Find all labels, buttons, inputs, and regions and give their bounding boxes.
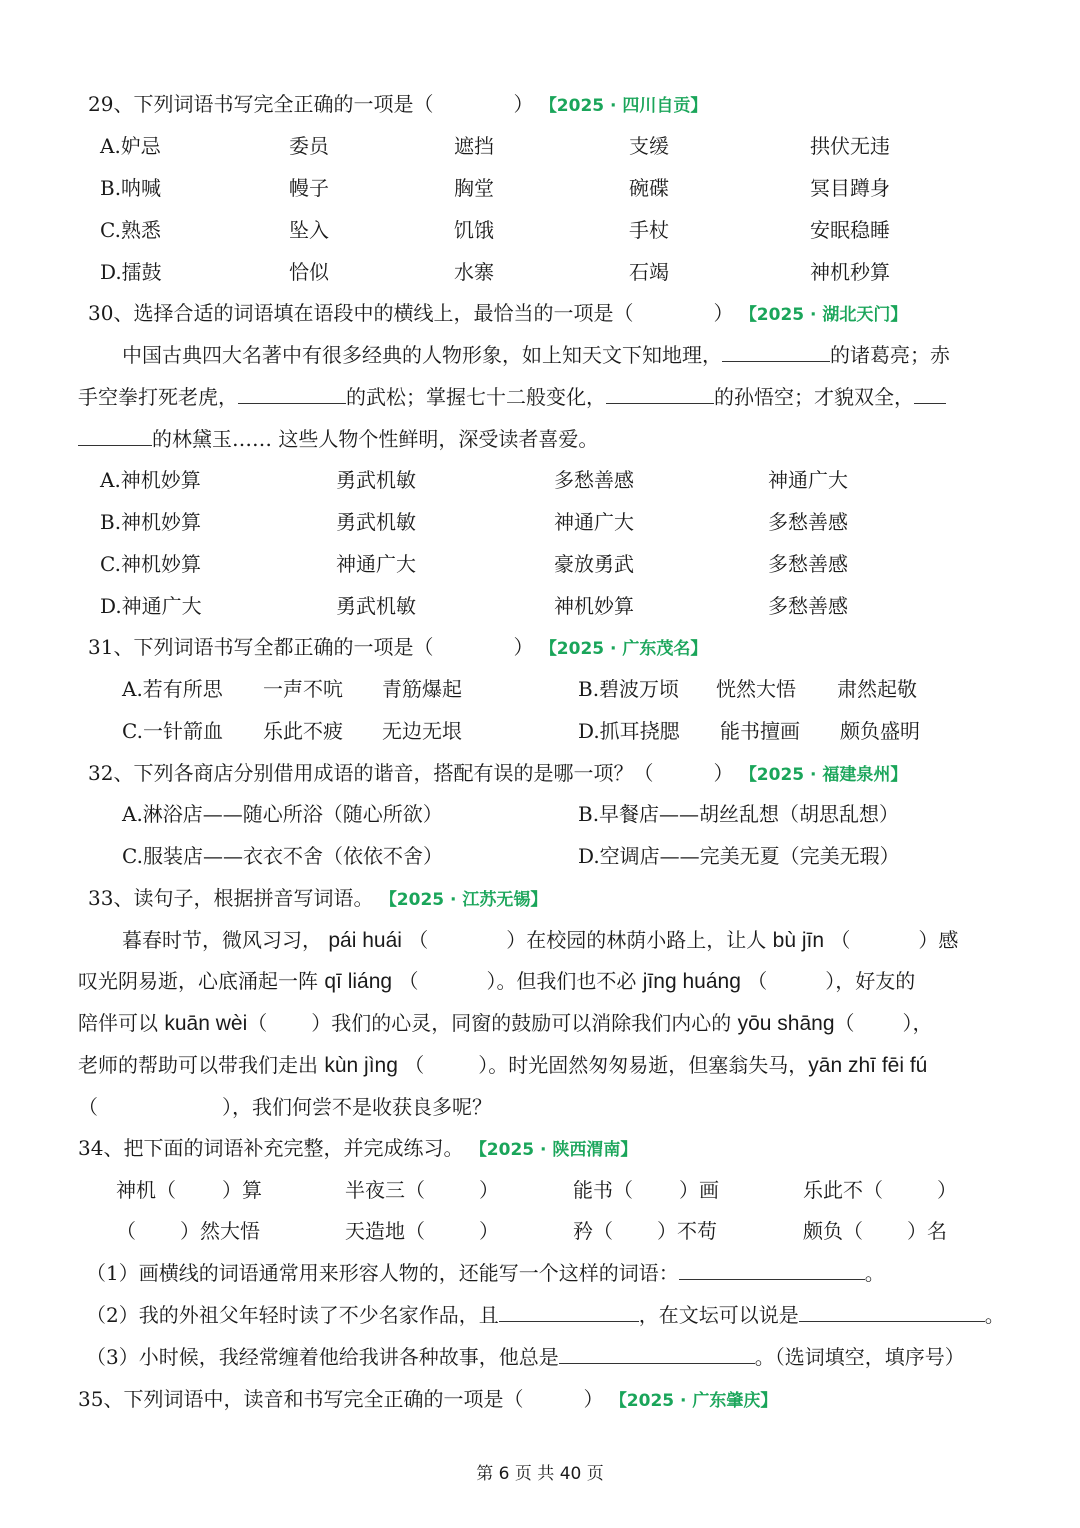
idiom-item: 半夜三（ ） [345, 1178, 499, 1202]
q33-line-3 [78, 1010, 933, 1037]
q31-option: 能书擅画 [720, 719, 800, 743]
q29-option: B.呐喊 [100, 176, 162, 200]
passage-text: 的诸葛亮；赤 [830, 343, 950, 367]
answer-paren[interactable]: （ ） [78, 1095, 232, 1119]
q30-option: 多愁善感 [554, 468, 634, 492]
passage-text: 我们的心灵，同窗的鼓励可以消除我们内心的 [331, 1011, 732, 1035]
passage-text: 。 [984, 1303, 1005, 1327]
q29-option: 委员 [289, 134, 329, 158]
q29-option: 冥目蹲身 [810, 176, 890, 200]
answer-paren[interactable]: （ ） [404, 1053, 489, 1077]
q30-option: 神通广大 [554, 510, 634, 534]
q29-option: 坠入 [289, 218, 329, 242]
passage-text: 暮春时节，微风习习， [122, 928, 322, 952]
passage-text: （2）我的外祖父年轻时读了不少名家作品，且 [86, 1303, 499, 1327]
idiom-item: 天造地（ ） [345, 1219, 499, 1243]
q30-source-tag: 【2025 · 湖北天门】 [739, 305, 908, 325]
q32-source-tag: 【2025 · 福建泉州】 [739, 765, 908, 785]
q33-line-4 [78, 1052, 927, 1079]
q34-stem: 34、把下面的词语补充完整，并完成练习。 [78, 1136, 464, 1160]
answer-paren[interactable]: （ ） [830, 928, 939, 952]
idiom-item: 神机（ ）算 [116, 1178, 262, 1202]
passage-text: 的孙悟空；才貌双全， [714, 385, 914, 409]
q31-option: B.碧波万顷 [578, 677, 680, 701]
pinyin: yōu shāng [737, 1012, 835, 1035]
passage-text: （1）画横线的词语通常用来形容人物的，还能写一个这样的词语： [86, 1261, 679, 1285]
q33-source-tag: 【2025 · 江苏无锡】 [379, 890, 548, 910]
q29-option: 安眠稳睡 [810, 218, 890, 242]
q30-option: C.神机妙算 [100, 552, 201, 576]
passage-text: 在校园的林荫小路上，让人 [526, 928, 767, 952]
passage-text: 感 [938, 928, 959, 952]
pinyin: qī liáng [324, 970, 393, 993]
passage-text: 的武松；掌握七十二般变化， [346, 385, 606, 409]
q29-option: 支缓 [629, 134, 669, 158]
idiom-item: （ ）然大悟 [116, 1219, 260, 1243]
q29-option: 手杖 [629, 218, 669, 242]
q30-option: 神通广大 [768, 468, 848, 492]
q30-option: 勇武机敏 [336, 510, 416, 534]
q29-option: 水寨 [454, 260, 494, 284]
q33-line-2 [78, 968, 915, 995]
q30-passage-line-3 [78, 426, 598, 452]
q35-stem: 35、下列词语中，读音和书写完全正确的一项是（ ） [78, 1387, 604, 1411]
q31-option: 青筋爆起 [382, 677, 462, 701]
answer-paren[interactable]: （ ）， [834, 1011, 933, 1035]
fill-blank[interactable] [679, 1261, 865, 1280]
q30-option: 多愁善感 [768, 510, 848, 534]
q29-option: 遮挡 [454, 134, 494, 158]
fill-blank[interactable] [606, 385, 714, 404]
q32-option: A.淋浴店——随心所浴（随心所欲） [122, 802, 443, 826]
q30-option: 神机妙算 [554, 594, 634, 618]
answer-paren[interactable]: （ ） [747, 969, 836, 993]
q30-option: 豪放勇武 [554, 552, 634, 576]
passage-text: ，在文坛可以说是 [638, 1303, 799, 1327]
q29-option: D.擂鼓 [100, 260, 162, 284]
q33-stem-line [88, 885, 547, 913]
q31-option: 乐此不疲 [263, 719, 343, 743]
idiom-item: 能书（ ）画 [573, 1178, 719, 1202]
q31-option: 一声不吭 [263, 677, 343, 701]
q31-option: C.一针箭血 [122, 719, 223, 743]
q29-option: 石竭 [629, 260, 669, 284]
q31-stem: 31、下列词语书写全都正确的一项是（ ） [88, 635, 534, 659]
q30-stem: 30、选择合适的词语填在语段中的横线上，最恰当的一项是（ ） [88, 301, 734, 325]
page-number: 第 6 页 共 40 页 [476, 1464, 604, 1484]
q31-option: 恍然大悟 [716, 677, 796, 701]
passage-text: ，好友的 [835, 969, 916, 993]
q29-option: A.妒忌 [100, 134, 161, 158]
q32-stem: 32、下列各商店分别借用成语的谐音，搭配有误的是哪一项？（ ） [88, 761, 734, 785]
q30-option: A.神机妙算 [100, 468, 201, 492]
q30-option: 勇武机敏 [336, 594, 416, 618]
q30-option: 多愁善感 [768, 594, 848, 618]
fill-blank[interactable] [914, 385, 946, 404]
q30-stem-line [88, 300, 907, 328]
q29-source-tag: 【2025 · 四川自贡】 [539, 96, 708, 116]
q31-option: 肃然起敬 [837, 677, 917, 701]
q33-line-1 [122, 927, 958, 954]
passage-text: 手空拳打死老虎， [78, 385, 238, 409]
q29-option: 恰似 [289, 260, 329, 284]
q31-option: 无边无垠 [382, 719, 462, 743]
q32-option: C.服装店——衣衣不舍（依依不舍） [122, 844, 443, 868]
q31-stem-line [88, 634, 707, 662]
q31-option: A.若有所思 [122, 677, 223, 701]
passage-text: 老师的帮助可以带我们走出 [78, 1053, 318, 1077]
q31-option: 颇负盛明 [840, 719, 920, 743]
pinyin: bù jīn [772, 929, 825, 952]
idiom-item: 乐此不（ ） [803, 1178, 957, 1202]
passage-text: （3）小时候，我经常缠着他给我讲各种故事，他总是 [86, 1345, 559, 1369]
q30-passage-line-1 [122, 342, 950, 368]
q32-option: D.空调店——完美无夏（完美无瑕） [578, 844, 900, 868]
pinyin: jīng huáng [642, 970, 741, 993]
pinyin: pái huái [328, 929, 402, 952]
passage-text: ，我们何尝不是收获良多呢？ [232, 1095, 492, 1119]
q34-stem-line [78, 1135, 637, 1163]
fill-blank[interactable] [722, 343, 830, 362]
fill-blank[interactable] [238, 385, 346, 404]
passage-text: 。（选词填空，填序号） [754, 1345, 965, 1369]
passage-text: 的林黛玉…… 这些人物个性鲜明，深受读者喜爱。 [152, 427, 599, 451]
fill-blank[interactable] [799, 1303, 985, 1322]
q29-option: 胸堂 [454, 176, 494, 200]
passage-text: 。但我们也不必 [496, 969, 637, 993]
q31-option: D.抓耳挠腮 [578, 719, 680, 743]
q32-option: B.早餐店——胡丝乱想（胡思乱想） [578, 802, 900, 826]
pinyin: kuān wèi [164, 1012, 248, 1035]
q30-option: D.神通广大 [100, 594, 202, 618]
pinyin: yān zhī fēi fú [808, 1054, 928, 1077]
q29-stem-line [88, 91, 707, 119]
q33-stem: 33、读句子，根据拼音写词语。 [88, 886, 374, 910]
q35-source-tag: 【2025 · 广东肇庆】 [609, 1391, 778, 1411]
answer-paren[interactable]: （ ） [398, 969, 497, 993]
q29-option: 碗碟 [629, 176, 669, 200]
q34-sub-2 [86, 1302, 1005, 1328]
idiom-item: 矜（ ）不苟 [573, 1219, 717, 1243]
q34-sub-3 [86, 1344, 965, 1370]
q30-option: 勇武机敏 [336, 468, 416, 492]
fill-blank[interactable] [78, 427, 152, 446]
fill-blank[interactable] [559, 1345, 755, 1364]
q33-line-5 [78, 1094, 492, 1120]
q34-source-tag: 【2025 · 陕西渭南】 [469, 1140, 638, 1160]
q29-option: C.熟悉 [100, 218, 161, 242]
q30-option: 神通广大 [336, 552, 416, 576]
fill-blank[interactable] [499, 1303, 639, 1322]
passage-text: 陪伴可以 [78, 1011, 158, 1035]
q30-option: B.神机妙算 [100, 510, 202, 534]
passage-text: 。 [864, 1261, 885, 1285]
passage-text: 。时光固然匆匆易逝，但塞翁失马， [488, 1053, 809, 1077]
q29-option: 拱伏无违 [810, 134, 890, 158]
q32-stem-line [88, 760, 907, 788]
q29-option: 幔子 [289, 176, 329, 200]
passage-text: 叹光阴易逝，心底涌起一阵 [78, 969, 318, 993]
answer-paren[interactable]: （ ） [408, 928, 527, 952]
passage-text: 中国古典四大名著中有很多经典的人物形象，如上知天文下知地理， [122, 343, 722, 367]
q34-sub-1 [86, 1260, 885, 1286]
q29-option: 神机秒算 [810, 260, 890, 284]
q30-option: 多愁善感 [768, 552, 848, 576]
q29-stem: 29、下列词语书写完全正确的一项是（ ） [88, 92, 534, 116]
q35-stem-line [78, 1386, 777, 1414]
q29-option: 饥饿 [454, 218, 494, 242]
idiom-item: 颇负（ ）名 [803, 1219, 947, 1243]
q31-source-tag: 【2025 · 广东茂名】 [539, 639, 708, 659]
pinyin: kùn jìng [324, 1054, 398, 1077]
q30-passage-line-2 [78, 384, 946, 410]
answer-paren[interactable]: （ ） [247, 1011, 332, 1035]
